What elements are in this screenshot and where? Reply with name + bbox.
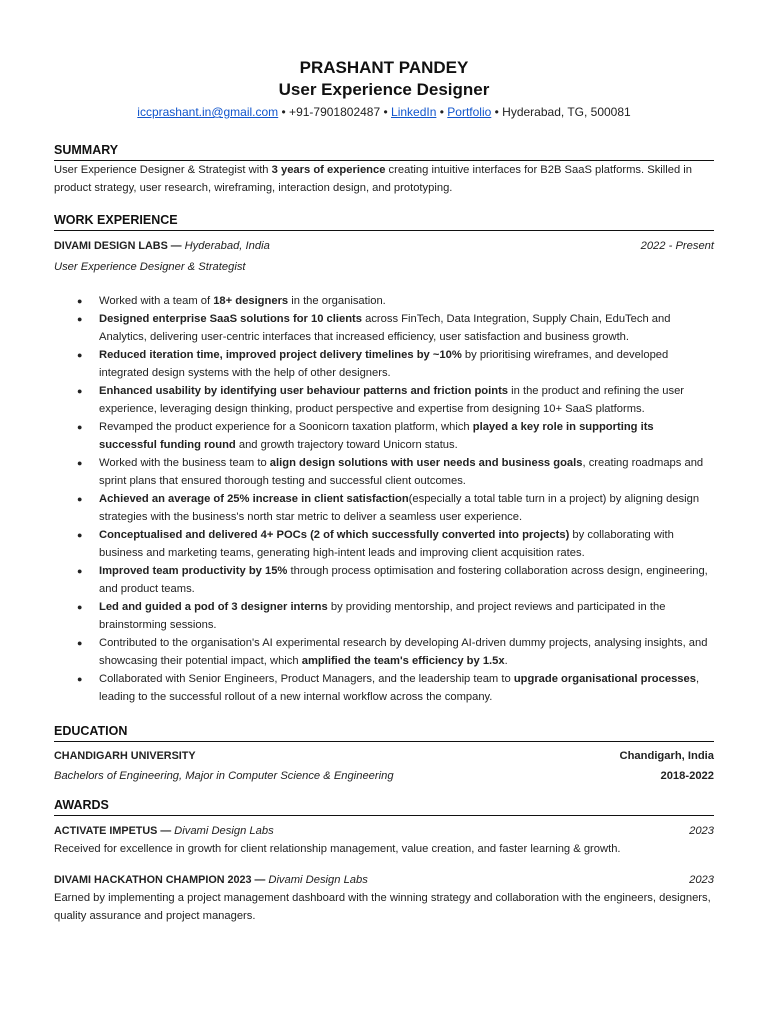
job-bullet-item <box>54 292 714 310</box>
bullet-dot-icon: ● <box>77 530 83 540</box>
job-bullet-text: align design solutions with user needs and business goals <box>269 457 583 469</box>
education-location: Chandigarh, India <box>619 750 714 762</box>
job-bullet-text: Worked with a team of <box>99 295 214 307</box>
award-header <box>54 871 714 889</box>
job-location: Hyderabad, India <box>184 240 270 252</box>
job-bullet-text: by prioritising wireframes, and developed integrated design systems with the help of other designers. <box>99 349 669 379</box>
award-year: 2023 <box>689 874 714 886</box>
job-bullet-text: 18+ designers <box>213 295 289 307</box>
portfolio-link[interactable]: Portfolio <box>447 105 492 119</box>
job-bullet-text: by collaborating with business and marketing teams, generating high-intent leads and improving client acquisition rates. <box>99 529 674 559</box>
phone-text: • +91-7901802487 • <box>278 105 392 119</box>
job-bullet-text: Designed enterprise SaaS solutions for 10 clients <box>99 313 362 325</box>
job-bullet-item <box>54 598 714 634</box>
job-company: DIVAMI DESIGN LABS — <box>54 240 185 252</box>
education-section <box>54 724 714 785</box>
job-bullet-item <box>54 418 714 454</box>
summary-text <box>54 161 714 197</box>
award-item <box>54 822 714 858</box>
award-year: 2023 <box>689 825 714 837</box>
job-bullet-text: in the organisation. <box>288 295 386 307</box>
bullet-dot-icon: ● <box>77 638 83 648</box>
job-bullet-text: Led and guided a pod of 3 designer interns <box>99 601 328 613</box>
job-company-line <box>54 237 270 255</box>
job-bullet-text: Conceptualised and delivered 4+ POCs (2 of which successfully converted into projects) <box>99 529 570 541</box>
job-bullet-text: Reduced iteration time, improved project delivery timelines by ~10% <box>99 349 462 361</box>
job-header <box>54 237 714 255</box>
awards-section <box>54 798 714 925</box>
bullet-dot-icon: ● <box>77 422 83 432</box>
job-bullet-text: across FinTech, Data Integration, Supply Chain, EduTech and Analytics, delivering user-centric interfaces that increased efficiency, user satisfaction and business growth. <box>99 313 671 343</box>
job-bullet-text: by providing mentorship, and project reviews and participated in the brainstorming sessions. <box>99 601 666 631</box>
education-row <box>54 747 714 765</box>
job-bullet-item <box>54 346 714 382</box>
job-bullet-text: Revamped the product experience for a Soonicorn taxation platform, which <box>99 421 473 433</box>
job-bullet-item <box>54 310 714 346</box>
summary-text-bold: 3 years of experience <box>271 164 386 176</box>
job-bullet-item <box>54 526 714 562</box>
job-bullet-text: Collaborated with Senior Engineers, Product Managers, and the leadership team to <box>99 673 514 685</box>
award-item <box>54 871 714 925</box>
job-bullet-text: Worked with the business team to <box>99 457 270 469</box>
bullet-dot-icon: ● <box>77 458 83 468</box>
job-bullet-item <box>54 490 714 526</box>
job-bullet-text: , leading to the successful rollout of a new internal workflow across the company. <box>99 673 700 703</box>
job-bullet-text: amplified the team's efficiency by 1.5x <box>301 655 505 667</box>
job-bullet-text: upgrade organisational processes <box>513 673 696 685</box>
award-title <box>54 871 368 889</box>
job-bullet-item <box>54 670 714 706</box>
education-heading: EDUCATION <box>54 724 714 742</box>
award-name: DIVAMI HACKATHON CHAMPION 2023 — <box>54 874 269 886</box>
work-experience-heading: WORK EXPERIENCE <box>54 213 714 231</box>
award-org: Divami Design Labs <box>174 825 274 837</box>
summary-text-post: creating intuitive interfaces for B2B SaaS platforms. Skilled in product strategy, user research, wireframing, interaction design, and prototyping. <box>54 164 693 194</box>
award-org: Divami Design Labs <box>268 874 368 886</box>
job-bullet-text: Improved team productivity by 15% <box>99 565 288 577</box>
education-years: 2018-2022 <box>660 770 714 782</box>
bullet-dot-icon: ● <box>77 602 83 612</box>
job-bullet-text: . <box>504 655 508 667</box>
job-bullets <box>54 292 714 706</box>
award-description: Earned by implementing a project management dashboard with the winning strategy and collaboration with the engineers, designers, quality assurance and project managers. <box>54 892 711 922</box>
summary-heading: SUMMARY <box>54 143 714 161</box>
summary-text-pre: User Experience Designer & Strategist with <box>54 164 272 176</box>
awards-heading: AWARDS <box>54 798 714 816</box>
bullet-dot-icon: ● <box>77 566 83 576</box>
job-bullet-item <box>54 634 714 670</box>
job-bullet-text: Contributed to the organisation's AI experimental research by developing AI-driven dummy projects, analysing insights, and showcasing their potential impact, which <box>99 637 708 667</box>
job-bullet-text: , creating roadmaps and sprint plans that ensured thorough testing and successful client outcomes. <box>99 457 704 487</box>
job-bullet-item <box>54 562 714 598</box>
job-bullet-text: played a key role in supporting its successful funding round <box>99 421 654 451</box>
job-bullet-item <box>54 382 714 418</box>
education-school: CHANDIGARH UNIVERSITY <box>54 750 196 762</box>
job-bullet-text: Achieved an average of 25% increase in client satisfaction <box>99 493 409 505</box>
location-text: • Hyderabad, TG, 500081 <box>491 105 631 119</box>
job-role: User Experience Designer & Strategist <box>54 261 246 273</box>
work-experience-section <box>54 213 714 706</box>
bullet-dot-icon: ● <box>77 350 83 360</box>
contact-line <box>54 103 714 121</box>
bullet-dot-icon: ● <box>77 674 83 684</box>
resume-page <box>54 58 714 925</box>
candidate-name: PRASHANT PANDEY <box>299 58 469 77</box>
education-degree: Bachelors of Engineering, Major in Computer Science & Engineering <box>54 770 394 782</box>
resume-header <box>54 58 714 121</box>
summary-section <box>54 143 714 197</box>
job-bullet-text: in the product and refining the user experience, leveraging design thinking, product perspective and expertise from designing 10+ SaaS platforms. <box>99 385 685 415</box>
job-bullet-text: Enhanced usability by identifying user behaviour patterns and friction points <box>99 385 509 397</box>
candidate-title: User Experience Designer <box>278 80 490 99</box>
award-title <box>54 822 274 840</box>
email-link[interactable]: iccprashant.in@gmail.com <box>137 105 279 119</box>
award-description: Received for excellence in growth for client relationship management, value creation, and faster learning & growth. <box>54 843 621 855</box>
bullet-dot-icon: ● <box>77 494 83 504</box>
bullet-dot-icon: ● <box>77 296 83 306</box>
education-degree-row <box>54 767 714 785</box>
award-header <box>54 822 714 840</box>
job-bullet-item <box>54 454 714 490</box>
job-bullet-text: through process optimisation and fostering collaboration across design, engineering, and product teams. <box>99 565 708 595</box>
bullet-dot-icon: ● <box>77 386 83 396</box>
job-bullet-text: and growth trajectory toward Unicorn status. <box>235 439 458 451</box>
linkedin-link[interactable]: LinkedIn <box>391 105 437 119</box>
job-bullet-text: (especially a total table turn in a project) by aligning design strategies with the business's north star metric to deliver a seamless user experience. <box>99 493 700 523</box>
bullet-dot-icon: ● <box>77 314 83 324</box>
award-name: ACTIVATE IMPETUS — <box>54 825 175 837</box>
contact-separator: • <box>436 105 448 119</box>
job-dates: 2022 - Present <box>640 240 714 252</box>
